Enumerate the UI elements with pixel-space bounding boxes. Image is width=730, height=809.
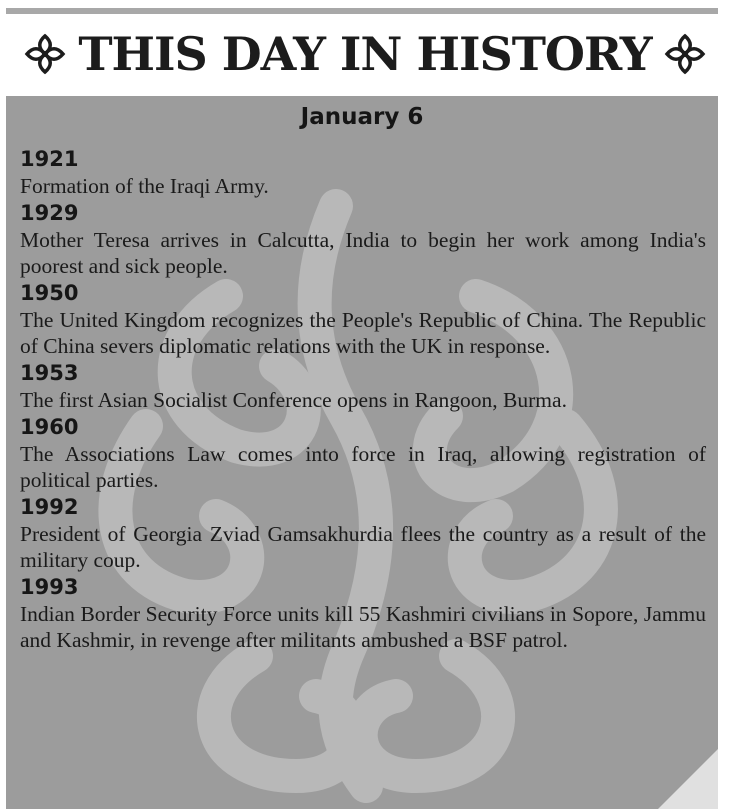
list-item	[20, 574, 706, 653]
entry-year: 1960	[20, 415, 79, 439]
entry-text: The United Kingdom recognizes the People's Republic of China. The Republic of China severs diplomatic relations with the UK in response.	[20, 308, 706, 358]
list-item	[20, 494, 706, 573]
list-item	[20, 146, 706, 199]
entry-year: 1993	[20, 575, 79, 599]
entry-year: 1992	[20, 495, 79, 519]
entry-text: President of Georgia Zviad Gamsakhurdia flees the country as a result of the military coup.	[20, 522, 706, 572]
flourish-icon	[24, 32, 66, 76]
entry-text: The first Asian Socialist Conference opens in Rangoon, Burma.	[20, 388, 567, 412]
entry-year: 1929	[20, 201, 79, 225]
list-item	[20, 200, 706, 279]
entry-year: 1953	[20, 361, 79, 385]
content-panel	[6, 96, 718, 809]
flourish-icon	[664, 32, 706, 76]
entries-list	[20, 146, 706, 654]
page-title: THIS DAY IN HISTORY	[78, 27, 652, 81]
header	[0, 14, 730, 94]
list-item	[20, 360, 706, 413]
list-item	[20, 280, 706, 359]
page-curl	[658, 749, 718, 809]
entry-text: Indian Border Security Force units kill 55 Kashmiri civilians in Sopore, Jammu and Kashmir, in revenge after militants ambushed a BSF patrol.	[20, 602, 706, 652]
date-heading: January 6	[300, 104, 424, 130]
entry-text: Mother Teresa arrives in Calcutta, India to begin her work among India's poorest and sick people.	[20, 228, 706, 278]
entry-year: 1921	[20, 147, 79, 171]
content	[6, 96, 718, 809]
list-item	[20, 414, 706, 493]
entry-year: 1950	[20, 281, 79, 305]
entry-text: The Associations Law comes into force in Iraq, allowing registration of political parties.	[20, 442, 706, 492]
entry-text: Formation of the Iraqi Army.	[20, 174, 269, 198]
